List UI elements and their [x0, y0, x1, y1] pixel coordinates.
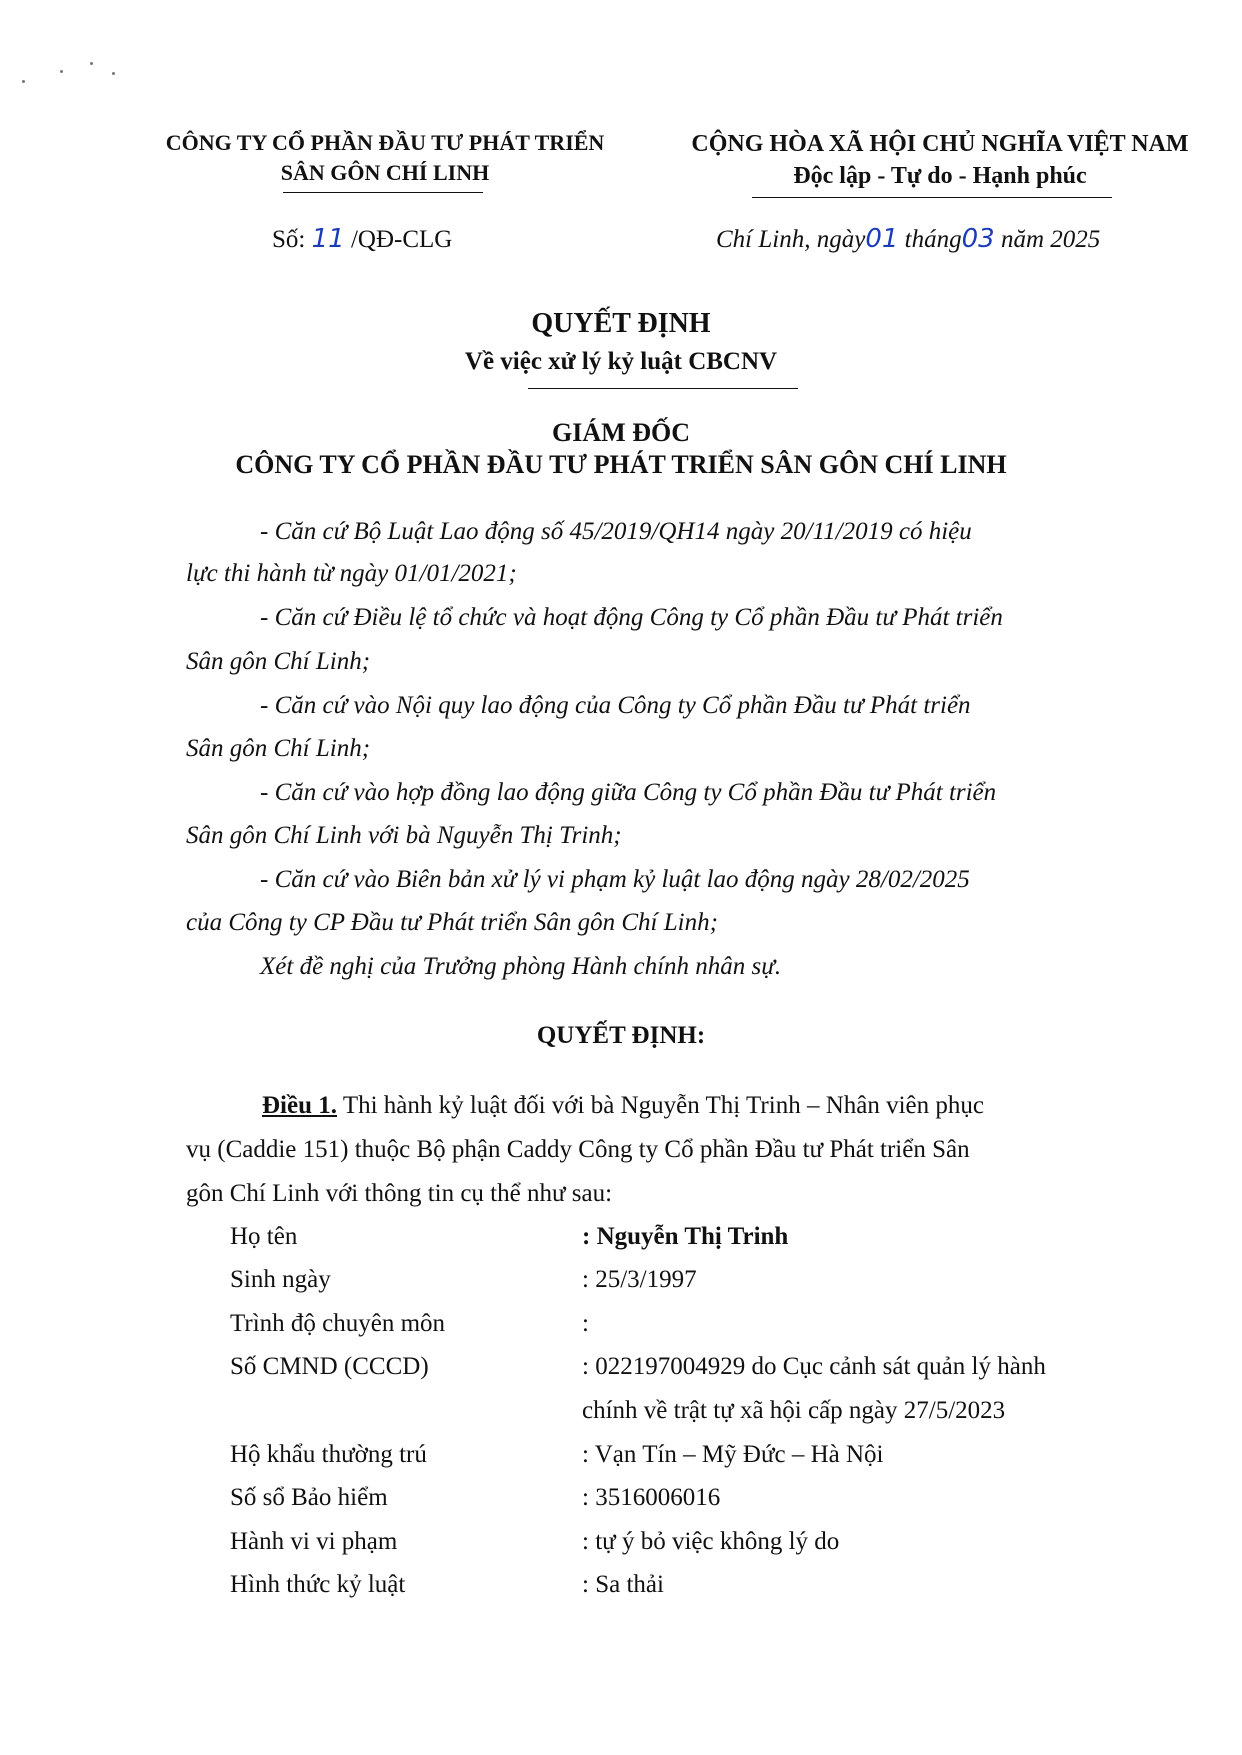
- scan-speck: [22, 80, 25, 83]
- document-number: [272, 224, 452, 254]
- article-1-text: Thi hành kỷ luật đối với bà Nguyễn Thị Trinh – Nhân viên phục: [342, 1092, 984, 1119]
- basis-1-line2: lực thi hành từ ngày 01/01/2021;: [186, 560, 517, 587]
- decision-subject: Về việc xử lý kỷ luật CBCNV: [464, 348, 778, 375]
- detail-value-name: : Nguyễn Thị Trinh: [582, 1223, 789, 1250]
- date-place: Chí Linh, ngày: [716, 226, 866, 253]
- basis-1-line1: - Căn cứ Bộ Luật Lao động số 45/2019/QH14 ngày 20/11/2019 có hiệu: [260, 518, 972, 545]
- authority-role: GIÁM ĐỐC: [552, 418, 690, 447]
- detail-value-birthdate: : 25/3/1997: [582, 1266, 697, 1293]
- date-month-handwritten: 03: [961, 224, 995, 254]
- basis-4-line1: - Căn cứ vào hợp đồng lao động giữa Công ty Cổ phần Đầu tư Phát triển: [260, 779, 997, 806]
- scan-speck: [60, 70, 63, 73]
- article-1-line1: [262, 1092, 984, 1120]
- detail-label-id: Số CMND (CCCD): [230, 1353, 429, 1380]
- basis-5-line1: - Căn cứ vào Biên bản xử lý vi phạm kỷ luật lao động ngày 28/02/2025: [260, 866, 970, 893]
- detail-label-residence: Hộ khẩu thường trú: [230, 1441, 427, 1468]
- date-year: năm 2025: [1000, 226, 1101, 253]
- number-suffix: /QĐ-CLG: [350, 226, 453, 253]
- detail-label-name: Họ tên: [230, 1223, 298, 1250]
- subject-underline: [528, 388, 798, 389]
- authority-company: CÔNG TY CỔ PHẦN ĐẦU TƯ PHÁT TRIỂN SÂN GÔN CHÍ LINH: [235, 450, 1007, 479]
- detail-value-discipline: : Sa thải: [582, 1571, 664, 1598]
- date-month-label: tháng: [904, 226, 962, 253]
- nation-header: [650, 128, 1230, 192]
- basis-3-line1: - Căn cứ vào Nội quy lao động của Công ty Cổ phần Đầu tư Phát triển: [260, 692, 971, 719]
- detail-value-qualification: :: [582, 1310, 589, 1337]
- proposal-line: Xét đề nghị của Trưởng phòng Hành chính nhân sự.: [260, 953, 782, 980]
- basis-5-line2: của Công ty CP Đầu tư Phát triển Sân gôn Chí Linh;: [186, 909, 718, 936]
- company-underline: [283, 192, 483, 193]
- detail-value-violation: : tự ý bỏ việc không lý do: [582, 1528, 840, 1555]
- article-1-line2: vụ (Caddie 151) thuộc Bộ phận Caddy Công ty Cổ phần Đầu tư Phát triển Sân: [186, 1136, 970, 1163]
- detail-label-insurance: Số sổ Bảo hiểm: [230, 1484, 388, 1511]
- basis-3-line2: Sân gôn Chí Linh;: [186, 735, 371, 762]
- basis-2-line2: Sân gôn Chí Linh;: [186, 648, 371, 675]
- scan-speck: [112, 72, 115, 75]
- detail-label-qualification: Trình độ chuyên môn: [230, 1310, 446, 1337]
- number-prefix: Số:: [272, 226, 306, 253]
- article-1-line3: gôn Chí Linh với thông tin cụ thể như sau:: [186, 1180, 613, 1207]
- document-date: [716, 224, 1100, 254]
- detail-value-id-cont: chính về trật tự xã hội cấp ngày 27/5/2023: [582, 1397, 1006, 1424]
- company-header: [125, 128, 645, 188]
- detail-label-violation: Hành vi vi phạm: [230, 1528, 398, 1555]
- detail-label-discipline: Hình thức kỷ luật: [230, 1571, 406, 1598]
- motto-underline: [752, 197, 1112, 198]
- number-value-handwritten: 11: [311, 224, 345, 254]
- nation-motto: Độc lập - Tự do - Hạnh phúc: [793, 163, 1087, 189]
- company-name-line2: SÂN GÔN CHÍ LINH: [280, 160, 490, 185]
- date-day-handwritten: 01: [865, 224, 899, 254]
- basis-2-line1: - Căn cứ Điều lệ tổ chức và hoạt động Công ty Cổ phần Đầu tư Phát triển: [260, 604, 1003, 631]
- detail-value-insurance: : 3516006016: [582, 1484, 721, 1511]
- decision-title: QUYẾT ĐỊNH: [531, 308, 711, 339]
- scan-speck: [90, 62, 93, 65]
- article-1-label: Điều 1.: [262, 1092, 337, 1119]
- company-name-line1: CÔNG TY CỔ PHẦN ĐẦU TƯ PHÁT TRIỂN: [165, 130, 605, 155]
- detail-value-id: : 022197004929 do Cục cảnh sát quản lý hành: [582, 1353, 1046, 1380]
- basis-4-line2: Sân gôn Chí Linh với bà Nguyễn Thị Trinh;: [186, 822, 622, 849]
- decision-heading: QUYẾT ĐỊNH:: [536, 1022, 706, 1049]
- detail-label-birthdate: Sinh ngày: [230, 1266, 331, 1293]
- detail-value-residence: : Vạn Tín – Mỹ Đức – Hà Nội: [582, 1441, 884, 1468]
- nation-line1: CỘNG HÒA XÃ HỘI CHỦ NGHĨA VIỆT NAM: [691, 131, 1189, 157]
